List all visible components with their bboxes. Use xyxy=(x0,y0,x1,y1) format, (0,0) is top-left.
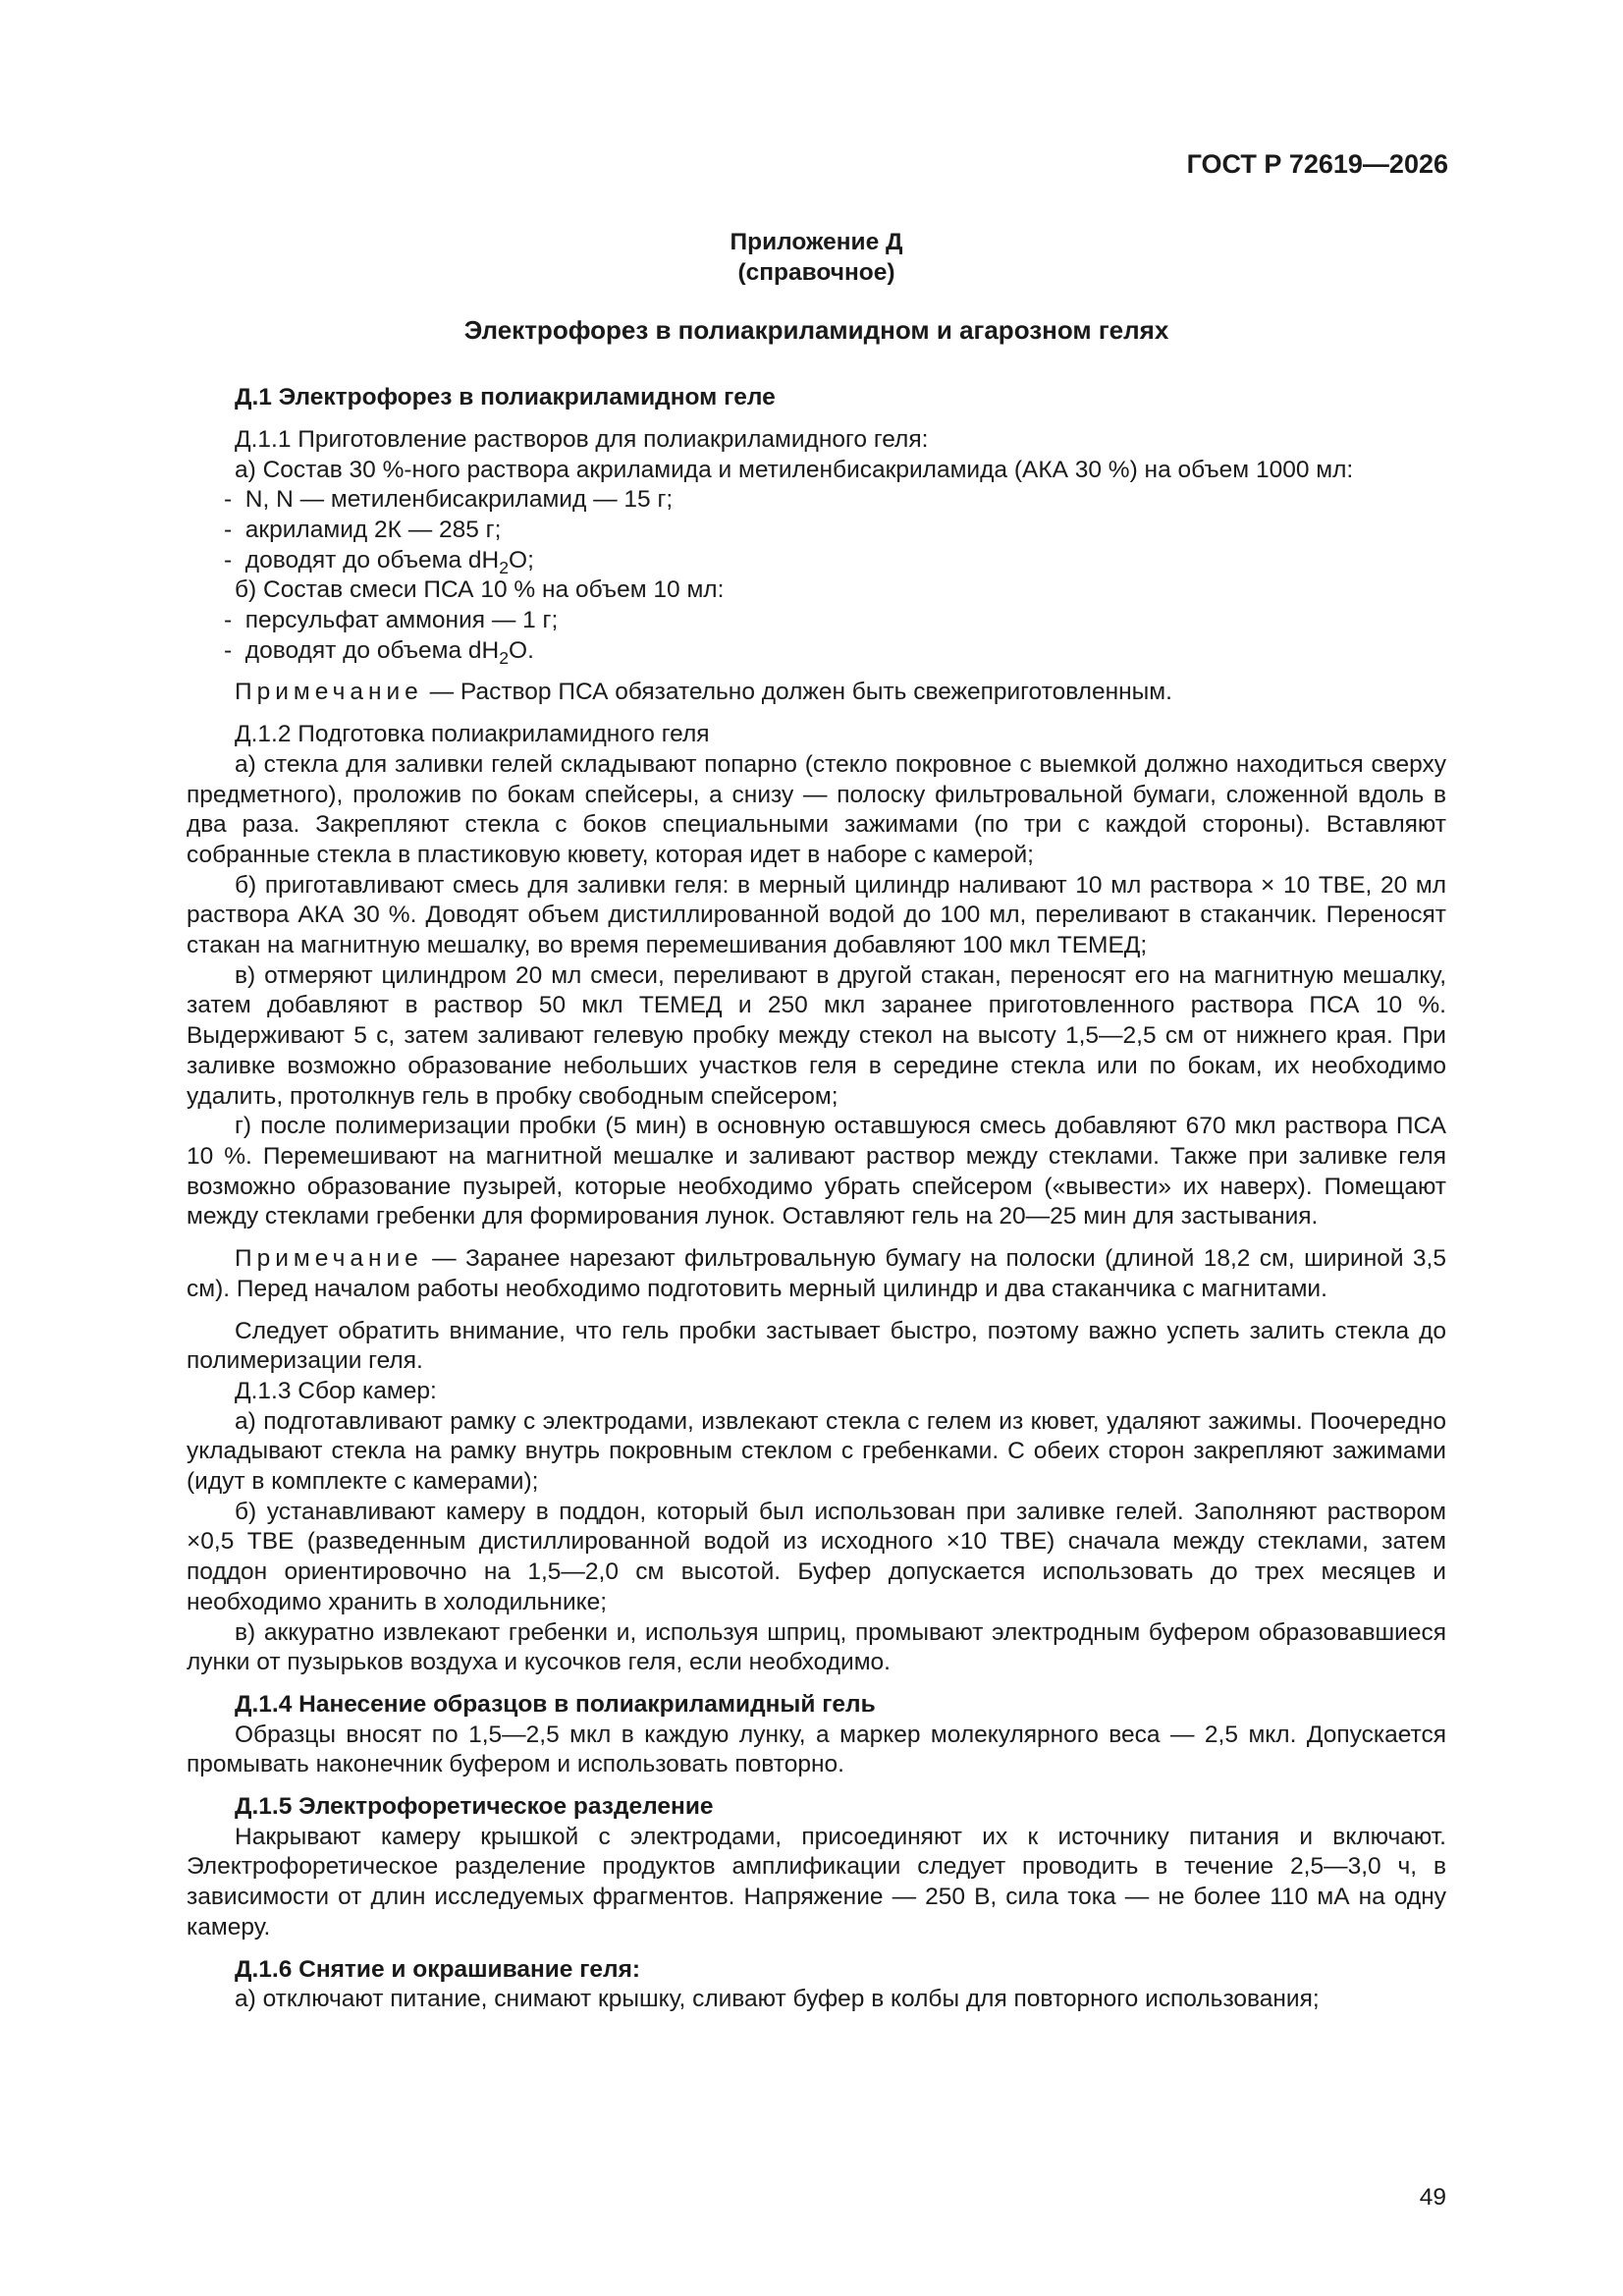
subsection-d11-title: Д.1.1 Приготовление растворов для полиакриламидного геля: xyxy=(235,425,929,453)
paragraph: в) аккуратно извлекают гребенки и, используя шприц, промывают электродным буфером образовавшиеся лунки от пузырьков воздуха и кусочков геля, если необходимо. xyxy=(187,1618,1446,1676)
paragraph: а) стекла для заливки гелей складывают попарно (стекло покровное с выемкой должно находиться сверху предметного), проложив по бокам спейсеры, а снизу — полоску фильтровальной бумаги, сложенной вдоль в два раза. Закрепляют стекла с боков специальными зажимами (по три с каждой стороны). Вставляют собранные стекла в пластиковую кювету, которая идет в наборе с камерой; xyxy=(187,750,1446,868)
list-item xyxy=(187,546,1446,576)
note-text: — Заранее нарезают фильтровальную бумагу на полоски (длиной 18,2 см, шириной 3,5 см). Перед началом работы необходимо подготовить мерный цилиндр и два стаканчика с магнитами. xyxy=(187,1245,1446,1302)
paragraph: Накрывают камеру крышкой с электродами, присоединяют их к источнику питания и включают. Электрофоретическое разделение продуктов амплификации следует проводить в течение 2,5—3,0 ч, в зависимости от длин исследуемых фрагментов. Напряжение — 250 В, сила тока — не более 110 мА на одну камеру. xyxy=(187,1823,1446,1941)
annex-heading: Электрофорез в полиакриламидном и агарозном гелях xyxy=(463,315,1169,346)
list-item-tail: O; xyxy=(509,546,534,574)
subsection-d16-title: Д.1.6 Снятие и окрашивание геля: xyxy=(235,1955,641,1983)
subsection-d14-title: Д.1.4 Нанесение образцов в полиакриламидный гель xyxy=(235,1690,876,1718)
list-item-tail: O. xyxy=(509,636,534,664)
list-item: - N, N — метиленбисакриламид — 15 г; xyxy=(187,485,1446,516)
note-1 xyxy=(187,678,1446,708)
list-item-text: доводят до объема dH xyxy=(244,546,500,574)
paragraph: Образцы вносят по 1,5—2,5 мкл в каждую лунку, а маркер молекулярного веса — 2,5 мкл. Допускается промывать наконечник буфером и использовать повторно. xyxy=(187,1721,1446,1778)
subscript: 2 xyxy=(499,557,510,577)
paragraph: а) отключают питание, снимают крышку, сливают буфер в колбы для повторного использования; xyxy=(235,1986,1320,2013)
annex-kind: (справочное) xyxy=(737,258,895,286)
paragraph: г) после полимеризации пробки (5 мин) в основную оставшуюся смесь добавляют 670 мкл раствора ПСА 10 %. Перемешивают на магнитной мешалке и заливают раствор между стеклами. Также при заливке геля возможно образование пузырей, которые необходимо убрать спейсером («вывести» их наверх). Помещают между стеклами гребенки для формирования лунок. Оставляют гель на 20—25 мин для застывания. xyxy=(187,1113,1446,1230)
paragraph: б) устанавливают камеру в поддон, который был использован при заливке гелей. Заполняют раствором ×0,5 ТВЕ (разведенным дистиллированной водой из исходного ×10 ТВЕ) сначала между стеклами, затем поддон ориентировочно на 1,5—2,0 см высотой. Буфер допускается использовать до трех месяцев и необходимо хранить в холодильнике; xyxy=(187,1498,1446,1615)
note-2 xyxy=(187,1244,1446,1304)
item-b: б) Состав смеси ПСА 10 % на объем 10 мл: xyxy=(235,576,725,604)
subsection-d13-title: Д.1.3 Сбор камер: xyxy=(235,1377,437,1404)
paragraph: а) подготавливают рамку с электродами, извлекают стекла с гелем из кювет, удаляют зажимы. Поочередно укладывают стекла на рамку внутрь покровным стеклом с гребенками. С обеих сторон закрепляют зажимами (идут в комплекте с камерами); xyxy=(187,1407,1446,1496)
paragraph: Следует обратить внимание, что гель пробки застывает быстро, поэтому важно успеть залить стекла до полимеризации геля. xyxy=(187,1317,1446,1375)
paragraph: в) отмеряют цилиндром 20 мл смеси, переливают в другой стакан, переносят его на магнитную мешалку, затем добавляют в раствор 50 мкл ТЕМЕД и 250 мкл заранее приготовленного раствора ПСА 10 %. Выдерживают 5 с, затем заливают гелевую пробку между стекол на высоту 1,5—2,5 см от нижнего края. При заливке возможно образование небольших участков геля в середине стекла или по бокам, их необходимо удалить, протолкнув гель в пробку свободным спейсером; xyxy=(187,961,1446,1110)
list-item: - акриламид 2К — 285 г; xyxy=(187,516,1446,546)
subsection-d12-title: Д.1.2 Подготовка полиакриламидного геля xyxy=(235,721,710,748)
subsection-d15-title: Д.1.5 Электрофоретическое разделение xyxy=(235,1793,714,1821)
note-text: — Раствор ПСА обязательно должен быть свежеприготовленным. xyxy=(422,679,1172,706)
section-d1-title: Д.1 Электрофорез в полиакриламидном геле xyxy=(235,384,776,411)
annex-title: Приложение Д xyxy=(730,229,903,255)
subscript: 2 xyxy=(499,647,510,668)
document-code: ГОСТ Р 72619—2026 xyxy=(1186,149,1448,179)
note-label: Примечание xyxy=(235,679,423,706)
note-label: Примечание xyxy=(235,1245,423,1273)
list-item-text: доводят до объема dH xyxy=(244,636,500,664)
list-item xyxy=(187,636,1446,667)
page-number: 49 xyxy=(1419,2184,1446,2211)
list-item: - персульфат аммония — 1 г; xyxy=(187,606,1446,636)
item-a: а) Состав 30 %-ного раствора акриламида и метиленбисакриламида (АКА 30 %) на объем 1000 мл: xyxy=(235,456,1354,483)
paragraph: б) приготавливают смесь для заливки геля: в мерный цилиндр наливают 10 мл раствора × 10 ТВЕ, 20 мл раствора АКА 30 %. Доводят объем дистиллированной водой до 100 мл, переливают в стаканчик. Переносят стакан на магнитную мешалку, во время перемешивания добавляют 100 мкл ТЕМЕД; xyxy=(187,871,1446,959)
